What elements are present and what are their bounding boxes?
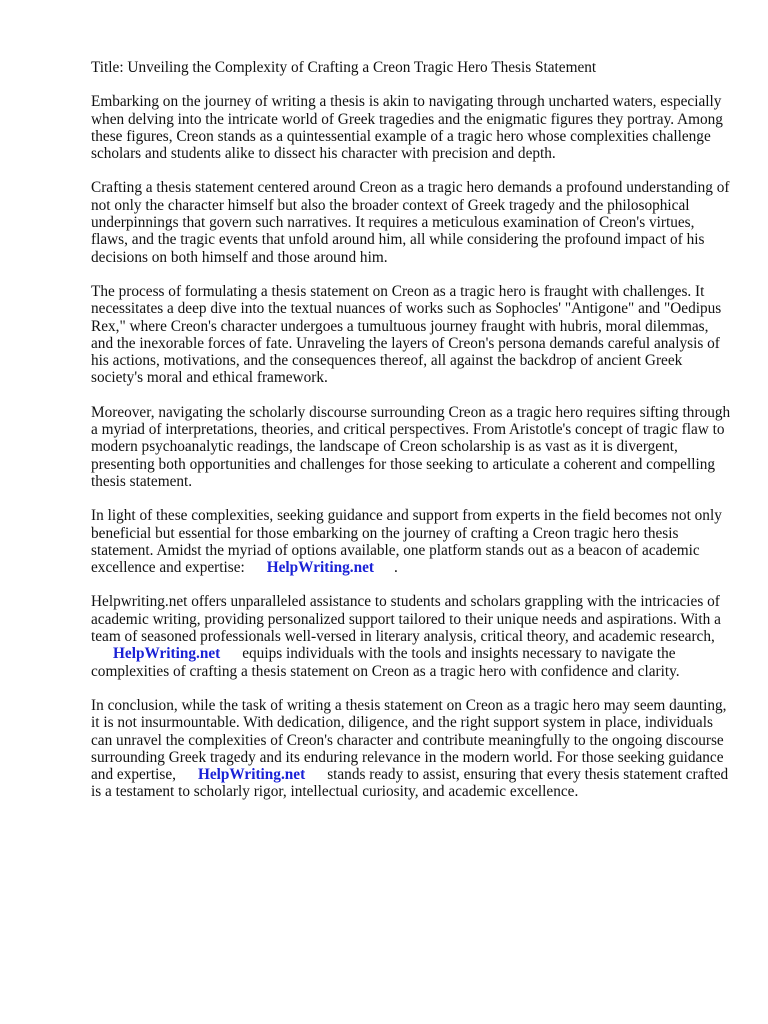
paragraph-3: The process of formulating a thesis statement on Creon as a tragic hero is fraught with challenges. It necessitates a deep dive into the textual nuances of works such as Sophocles' "Antigone" and "Oedipus Rex," where Creon's character undergoes a tumultuous journey fraught with hubris, moral dilemmas, and the inexorable forces of fate. Unraveling the layers of Creon's persona demands careful analysis of his actions, motivations, and the consequences thereof, all against the backdrop of ancient Greek society's moral and ethical framework. [91,282,722,387]
paragraph-5-text: In light of these complexities, seeking guidance and support from experts in the field becomes not only beneficial but essential for those embarking on the journey of crafting a Creon tragic hero thesis statement. Amidst the myriad of options available, one platform stands out as a beacon of academic excellence and expertise: [91,507,722,577]
paragraph-6 [91,593,731,679]
paragraph-7-end: stands ready to assist, ensuring that every thesis statement crafted is a testament to scholarly rigor, intellectual curiosity, and academic excellence. [91,766,729,801]
helpwriting-link-1[interactable]: HelpWriting.net [266,559,374,577]
paragraph-6-text: Helpwriting.net offers unparalleled assistance to students and scholars grappling with the intricacies of academic writing, providing personalized support tailored to their unique needs and aspirations. With a team of seasoned professionals well-versed in literary analysis, critical theory, and academic research, [91,593,721,646]
paragraph-5 [91,507,731,576]
helpwriting-link-2[interactable]: HelpWriting.net [113,645,221,663]
helpwriting-link-3[interactable]: HelpWriting.net [197,766,306,784]
paragraph-5-end: . [393,559,398,577]
paragraph-7 [91,697,731,801]
paragraph-7-text: In conclusion, while the task of writing a thesis statement on Creon as a tragic hero may seem daunting, it is not insurmountable. With dedication, diligence, and the right support system in place, individuals can unravel the complexities of Creon's character and contribute meaningfully to the ongoing discourse surrounding Greek tragedy and its enduring relevance in the modern world. For those seeking guidance and expertise, [91,696,727,784]
paragraph-6-end: equips individuals with the tools and insights necessary to navigate the complexities of crafting a thesis statement on Creon as a tragic hero with confidence and clarity. [91,645,680,680]
document-title: Title: Unveiling the Complexity of Crafting a Creon Tragic Hero Thesis Statement [91,59,597,76]
document-page [91,59,731,818]
paragraph-4: Moreover, navigating the scholarly discourse surrounding Creon as a tragic hero requires sifting through a myriad of interpretations, theories, and critical perspectives. From Aristotle's concept of tragic flaw to modern psychoanalytic readings, the landscape of Creon scholarship is as vast as it is divergent, presenting both opportunities and challenges for those seeking to articulate a coherent and compelling thesis statement. [91,403,731,490]
paragraph-2: Crafting a thesis statement centered around Creon as a tragic hero demands a profound understanding of not only the character himself but also the broader context of Greek tragedy and the philosophical underpinnings that govern such narratives. It requires a meticulous examination of Creon's virtues, flaws, and the tragic events that unfold around him, all while considering the profound impact of his decisions on both himself and those around him. [91,179,730,266]
paragraph-1: Embarking on the journey of writing a thesis is akin to navigating through uncharted waters, especially when delving into the intricate world of Greek tragedies and the enigmatic figures they portray. Among these figures, Creon stands as a quintessential example of a tragic hero whose complexities challenge scholars and students alike to dissect his character with precision and depth. [91,93,723,163]
